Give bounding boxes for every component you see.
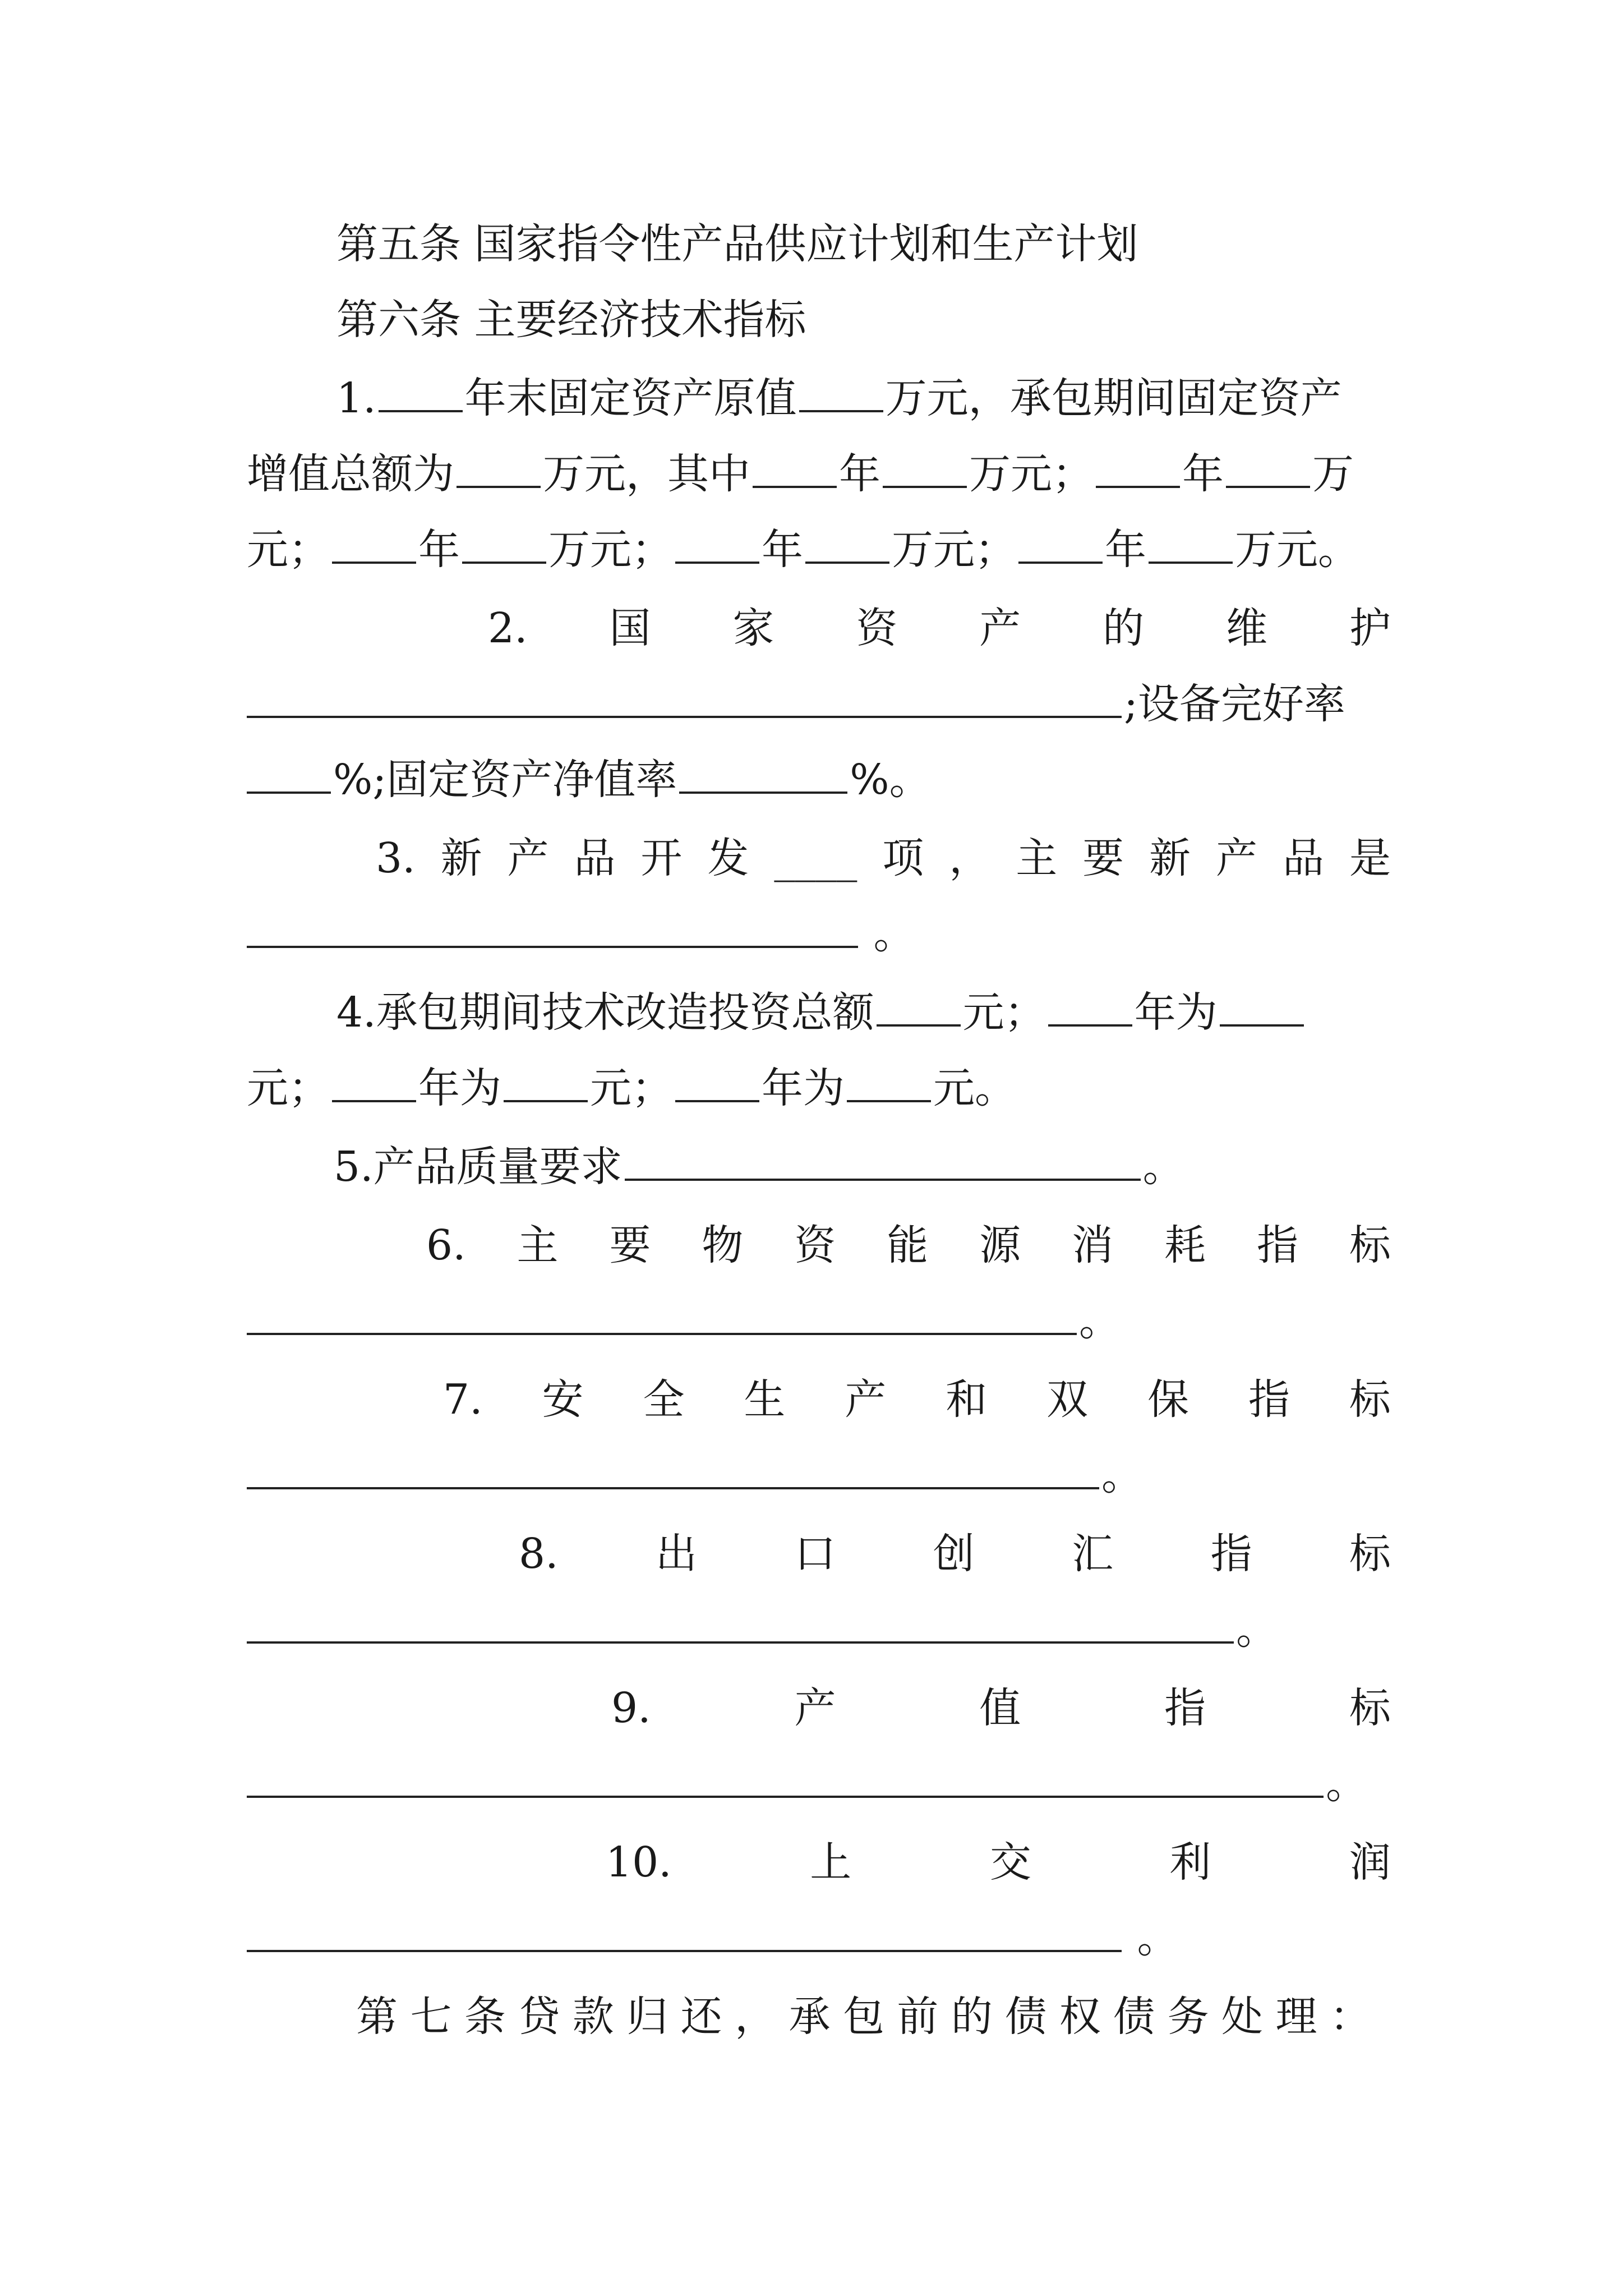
blank-field[interactable] bbox=[247, 1600, 1234, 1644]
blank-field[interactable] bbox=[247, 1908, 1122, 1952]
blank-field[interactable] bbox=[805, 520, 889, 564]
item-3-line-2: 。 bbox=[247, 895, 1391, 973]
blank-field[interactable] bbox=[675, 520, 759, 564]
blank-field[interactable] bbox=[625, 1137, 1141, 1181]
item-3-line-1: 3. 新 产 品 开 发 ____ 项 ， 主 要 新 产 品 是 bbox=[376, 834, 1391, 882]
blank-field[interactable] bbox=[247, 904, 858, 948]
item-2-line-2: ;设备完好率 bbox=[247, 665, 1391, 743]
item-7-line-1: 7. 安 全 生 产 和 双 保 指 标 bbox=[443, 1375, 1391, 1424]
article-6-heading: 第六条 主要经济技术指标 bbox=[336, 296, 806, 344]
item-6-line-2: 。 bbox=[247, 1282, 1391, 1360]
article-5-heading: 第五条 国家指令性产品供应计划和生产计划 bbox=[336, 220, 1138, 268]
item-9-line-2: 。 bbox=[247, 1745, 1391, 1823]
blank-field[interactable] bbox=[1018, 520, 1103, 564]
blank-field[interactable] bbox=[247, 750, 331, 794]
blank-field[interactable] bbox=[883, 444, 967, 488]
blank-field[interactable] bbox=[753, 444, 837, 488]
blank-field[interactable] bbox=[247, 1754, 1324, 1798]
blank-field[interactable] bbox=[247, 674, 1122, 718]
item-10-line-2: 。 bbox=[247, 1899, 1391, 1977]
blank-field[interactable] bbox=[1096, 444, 1180, 488]
item-6-line-1: 6. 主 要 物 资 能 源 消 耗 指 标 bbox=[426, 1221, 1391, 1269]
item-2-line-3: %;固定资产净值率 %。 bbox=[247, 740, 1391, 819]
blank-field[interactable] bbox=[379, 369, 463, 412]
item-1-line-1: 1. 年末固定资产原值 万元，承包期间固定资产 bbox=[336, 359, 1481, 438]
blank-field[interactable] bbox=[1149, 520, 1233, 564]
item-10-line-1: 10. 上 交 利 润 bbox=[606, 1838, 1391, 1887]
item-1-line-3: 元； 年 万元； 年 万元； 年 万元。 bbox=[247, 510, 1391, 589]
blank-field[interactable] bbox=[877, 983, 961, 1027]
item-1-line-2: 增值总额为 万元，其中 年 万元； 年 万 bbox=[247, 435, 1391, 513]
blank-field[interactable] bbox=[247, 1291, 1077, 1335]
blank-field[interactable] bbox=[332, 1059, 416, 1102]
item-7-line-2: 。 bbox=[247, 1436, 1391, 1515]
item-8-line-2: 。 bbox=[247, 1590, 1391, 1669]
item-8-line-1: 8. 出 口 创 汇 指 标 bbox=[519, 1530, 1391, 1578]
blank-field[interactable] bbox=[1226, 444, 1310, 488]
blank-field[interactable] bbox=[675, 1059, 759, 1102]
blank-field[interactable] bbox=[799, 369, 883, 412]
blank-field[interactable] bbox=[1048, 983, 1132, 1027]
item-2-line-1: 2. 国 家 资 产 的 维 护 bbox=[488, 604, 1391, 652]
blank-field[interactable] bbox=[247, 1446, 1099, 1489]
item-5-line-1: 5.产品质量要求 。 bbox=[334, 1128, 1478, 1206]
blank-field[interactable] bbox=[1220, 983, 1304, 1027]
article-7-heading: 第 七 条 贷 款 归 还 ， 承 包 前 的 债 权 债 务 处 理 ： bbox=[356, 1993, 1371, 2041]
blank-field[interactable] bbox=[679, 750, 847, 794]
blank-field[interactable] bbox=[332, 520, 416, 564]
blank-field[interactable] bbox=[504, 1059, 588, 1102]
item-4-line-2: 元； 年为 元； 年为 元。 bbox=[247, 1049, 1391, 1128]
blank-field[interactable] bbox=[847, 1059, 931, 1102]
item-4-line-1: 4.承包期间技术改造投资总额 元； 年为 bbox=[336, 973, 1481, 1052]
blank-field[interactable] bbox=[462, 520, 546, 564]
blank-field[interactable] bbox=[457, 444, 541, 488]
item-9-line-1: 9. 产 值 指 标 bbox=[611, 1684, 1391, 1732]
